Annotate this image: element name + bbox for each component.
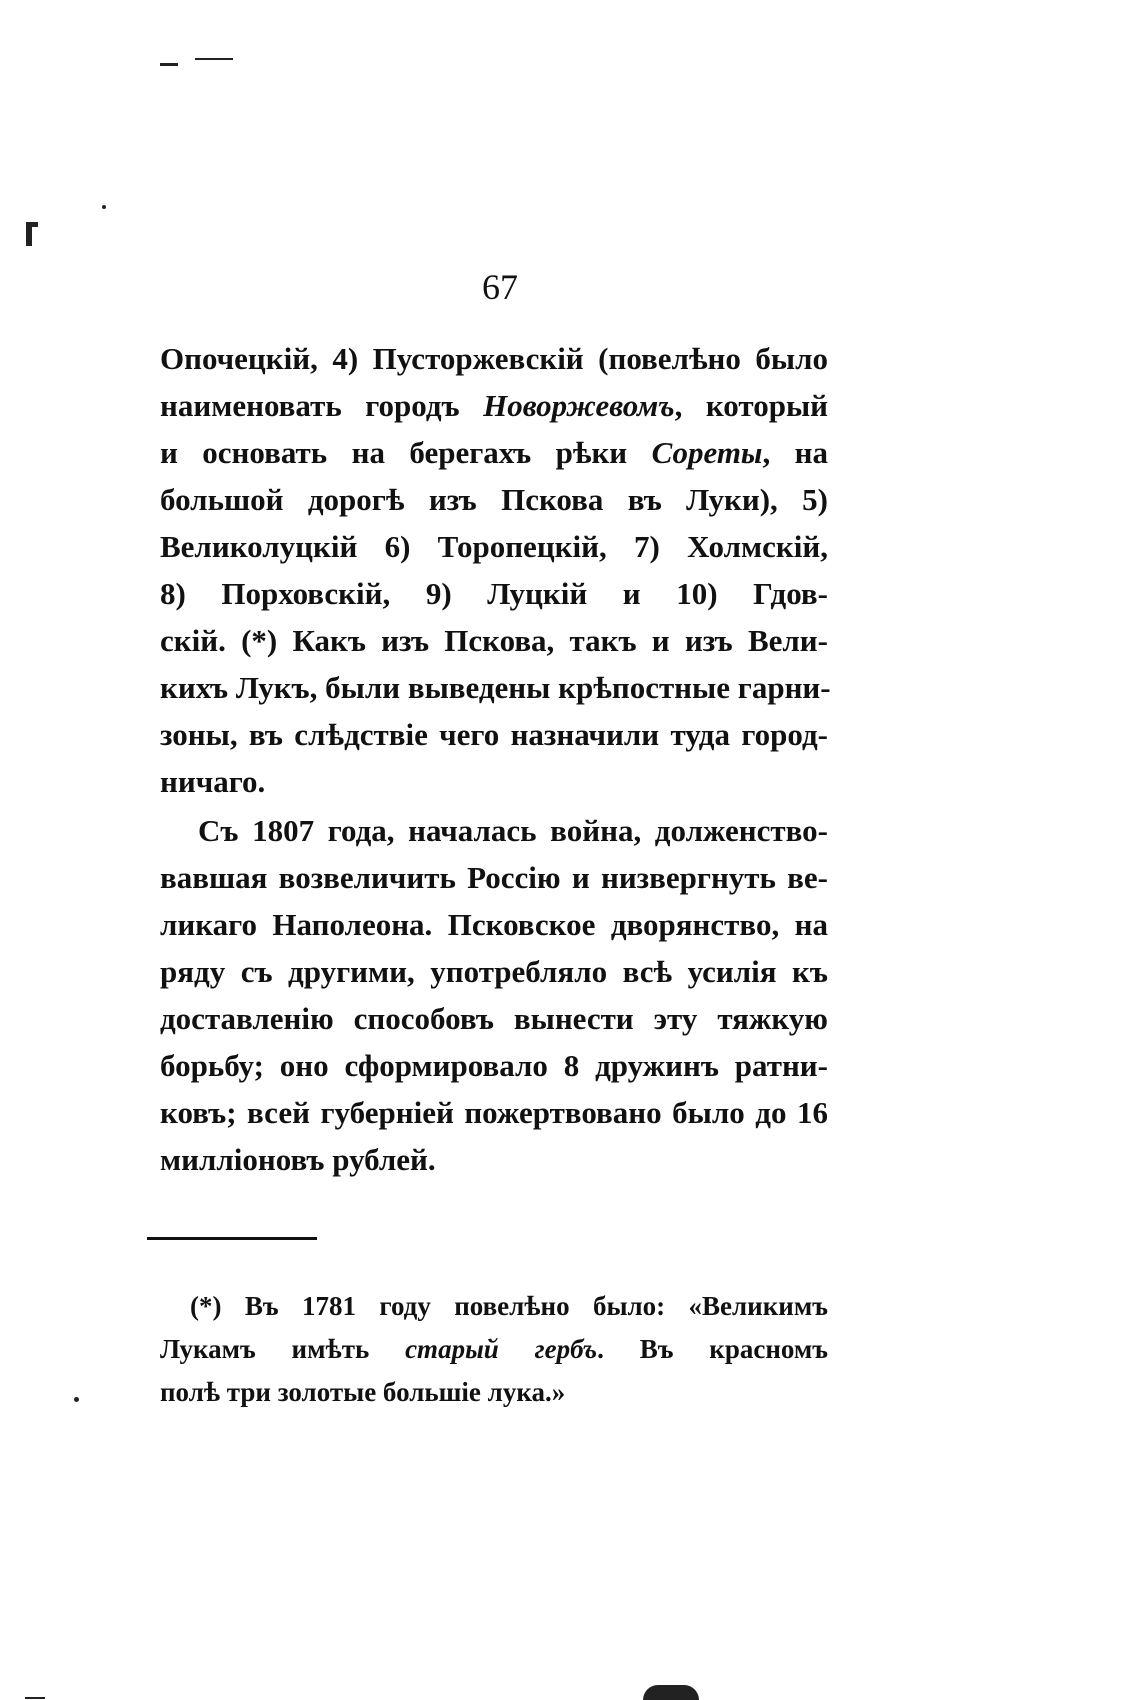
scan-mark-top: [160, 63, 178, 66]
text-line: скій. (*) Какъ изъ Пскова, такъ и изъ Вели-: [160, 623, 828, 658]
italic-name: Сореты: [651, 435, 763, 470]
footnote-line: [160, 1328, 828, 1371]
scan-dot-2: [74, 1397, 79, 1402]
text-span: , который: [674, 388, 829, 423]
text-line: зоны, въ слѣдствіе чего назначили туда город-: [160, 717, 828, 752]
text-line: ничаго.: [160, 764, 266, 799]
text-line: [160, 429, 828, 476]
text-line: 8) Порховскій, 9) Луцкій и 10) Гдов-: [160, 576, 828, 611]
scan-mark-left-2: [26, 222, 38, 227]
text-line: доставленію способовъ вынести эту тяжкую: [160, 1001, 828, 1036]
scan-dot: [102, 205, 106, 209]
text-line: ликаго Наполеона. Псковское дворянство, на: [160, 907, 828, 942]
text-line: борьбу; оно сформировало 8 дружинъ ратни-: [160, 1048, 828, 1083]
paragraph-2: [160, 807, 828, 1183]
text-span: , на: [762, 435, 828, 470]
text-line: кихъ Лукъ, были выведены крѣпостные гарни-: [160, 670, 831, 705]
footnote-separator: [147, 1237, 317, 1240]
footnote-line: (*) Въ 1781 году повелѣно было: «Великимъ: [190, 1291, 828, 1321]
text-line: Великолуцкій 6) Торопецкій, 7) Холмскій,: [160, 529, 828, 564]
text-line: ряду съ другими, употребляло всѣ усилія къ: [160, 954, 828, 989]
italic-phrase: старый гербъ: [405, 1334, 598, 1364]
footnote-line: полѣ три золотые большіе лука.»: [160, 1377, 566, 1407]
text-line: большой дорогѣ изъ Пскова въ Луки), 5): [160, 482, 828, 517]
scan-blob-bottom: [643, 1685, 699, 1700]
text-line: ковъ; всей губерніей пожертвовано было до 16: [160, 1095, 828, 1130]
scan-mark-bottom: [25, 1697, 45, 1699]
text-span: и основать на берегахъ рѣки: [160, 435, 652, 470]
text-span: Лукамъ имѣть: [160, 1334, 406, 1364]
footnote: [160, 1285, 828, 1414]
text-line: вавшая возвеличить Россію и низвергнуть ве-: [160, 860, 828, 895]
main-text: [160, 335, 831, 1183]
page-number: 67: [482, 267, 518, 307]
italic-name: Новоржевомъ: [483, 388, 675, 423]
text-span: . Въ красномъ: [597, 1334, 829, 1364]
text-line: [160, 382, 828, 429]
text-line: Опочецкій, 4) Пусторжевскій (повелѣно было: [160, 341, 828, 376]
scan-mark-top-2: [195, 58, 233, 60]
text-span: наименовать городъ: [160, 388, 484, 423]
text-line: милліоновъ рублей.: [160, 1142, 436, 1177]
text-line: Съ 1807 года, началась война, долженство-: [198, 813, 828, 848]
paragraph-1: [160, 335, 831, 805]
